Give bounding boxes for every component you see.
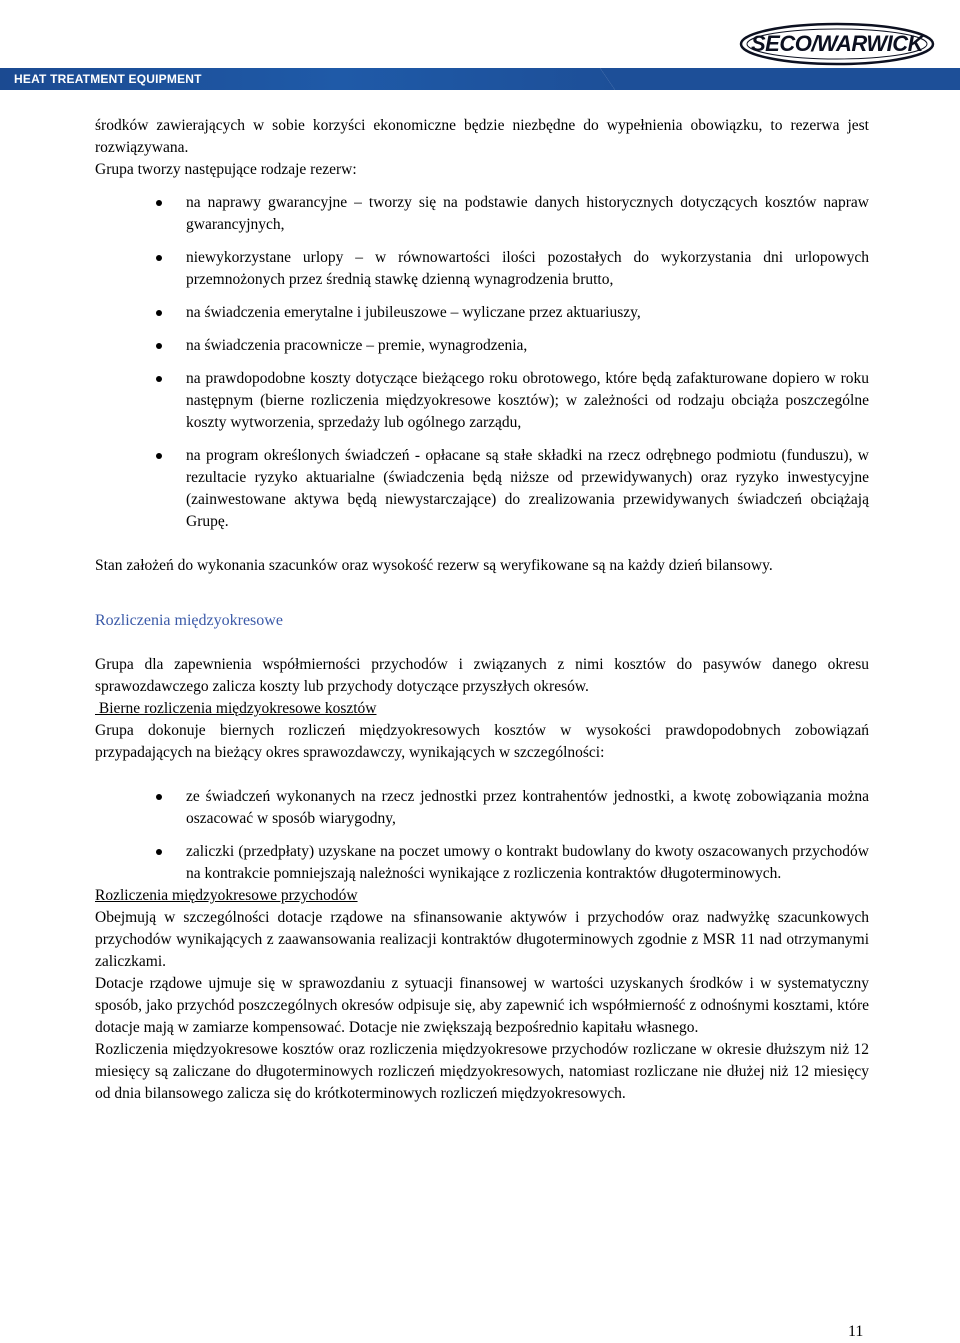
list-item: na program określonych świadczeń - opłacane są stałe składki na rzecz odrębnego podmiotu (funduszu), w rezultacie ryzyko aktuarialne (świadczenia będą niższe od przewidywanych) oraz ryzyko inwestycyjne (zainwestowane aktywa będą niewystarczające) do zrealizowania przewidywanych świadczeń obciążają Grupę. bbox=[95, 445, 869, 533]
bullet-icon bbox=[156, 453, 162, 459]
bullet-icon bbox=[156, 794, 162, 800]
reserves-list bbox=[95, 192, 869, 533]
accrued-costs-list bbox=[95, 786, 869, 885]
bullet-icon bbox=[156, 376, 162, 382]
reserves-lead: Grupa tworzy następujące rodzaje rezerw: bbox=[95, 161, 357, 178]
accrued-costs-heading: Bierne rozliczenia międzyokresowe kosztów bbox=[95, 700, 377, 717]
page-number: 11 bbox=[848, 1323, 864, 1340]
header-label: HEAT TREATMENT EQUIPMENT bbox=[14, 72, 202, 86]
list-item: na prawdopodobne koszty dotyczące bieżącego roku obrotowego, które będą zafakturowane dopiero w roku następnym (bierne rozliczenia międzyokresowe kosztów); w zależności od rodzaju obciąża poszczególne koszty wytworzenia, sprzedaży lub ogólnego zarządu, bbox=[95, 368, 869, 434]
accruals-intro: Grupa dla zapewnienia współmierności przychodów i związanych z nimi kosztów do pasywów danego okresu sprawozdawczego zalicza koszty lub przychody dotyczące przyszłych okresów. bbox=[95, 656, 869, 695]
list-item: ze świadczeń wykonanych na rzecz jednostki przez kontrahentów jednostki, a kwotę zobowiązania można oszacować w sposób wiarygodny, bbox=[95, 786, 869, 830]
list-item: na świadczenia emerytalne i jubileuszowe – wyliczane przez aktuariuszy, bbox=[95, 302, 869, 324]
bullet-icon bbox=[156, 343, 162, 349]
list-item: na świadczenia pracownicze – premie, wynagrodzenia, bbox=[95, 335, 869, 357]
document-body bbox=[95, 115, 869, 1105]
deferred-income-paragraph: Obejmują w szczególności dotacje rządowe na sfinansowanie aktywów i przychodów oraz nadwyżkę szacunkowych przychodów wynikających z zaawansowania realizacji kontraktów długoterminowych zgodnie z MSR 11 nad otrzymanymi zaliczkami. bbox=[95, 909, 869, 970]
deferred-income-heading: Rozliczenia międzyokresowe przychodów bbox=[95, 887, 358, 904]
bullet-icon bbox=[156, 849, 162, 855]
list-item: na naprawy gwarancyjne – tworzy się na podstawie danych historycznych dotyczących kosztów napraw gwarancyjnych, bbox=[95, 192, 869, 236]
grants-paragraph: Dotacje rządowe ujmuje się w sprawozdaniu z sytuacji finansowej w wartości uzyskanych środków i w systematyczny sposób, jako przychód poszczególnych okresów odpisuje się, aby zapewnić ich współmierność z odnośnymi kosztami, które dotacje mają w zamiarze kompensować. Dotacje nie zwiększają bezpośrednio kapitału własnego. bbox=[95, 975, 869, 1036]
intro-paragraph: środków zawierających w sobie korzyści ekonomiczne będzie niezbędne do wypełnienia obowiązku, to rezerwa jest rozwiązywana. bbox=[95, 117, 869, 156]
bullet-icon bbox=[156, 200, 162, 206]
bullet-icon bbox=[156, 310, 162, 316]
section-title: Rozliczenia międzyokresowe bbox=[95, 612, 283, 629]
accrued-costs-text: Grupa dokonuje biernych rozliczeń międzyokresowych kosztów w wysokości prawdopodobnych zobowiązań przypadających na bieżący okres sprawozdawczy, wynikających w szczególności: bbox=[95, 722, 869, 761]
reserves-closing: Stan założeń do wykonania szacunków oraz wysokość rezerw są weryfikowane są na każdy dzień bilansowy. bbox=[95, 557, 773, 574]
logo-text: SECO/WARWICK bbox=[750, 31, 924, 56]
bullet-icon bbox=[156, 255, 162, 261]
classification-paragraph: Rozliczenia międzyokresowe kosztów oraz rozliczenia międzyokresowe przychodów rozliczane w okresie dłuższym niż 12 miesięcy są zaliczane do długoterminowych rozliczeń międzyokresowych, natomiast rozliczane nie dłużej niż 12 miesięcy od dnia bilansowego zalicza się do krótkoterminowych rozliczeń międzyokresowych. bbox=[95, 1041, 869, 1102]
company-logo bbox=[738, 22, 936, 66]
page-header bbox=[0, 0, 960, 92]
list-item: niewykorzystane urlopy – w równowartości ilości pozostałych do wykorzystania dni urlopowych przemnożonych przez średnią stawkę dzienną wynagrodzenia brutto, bbox=[95, 247, 869, 291]
list-item: zaliczki (przedpłaty) uzyskane na poczet umowy o kontrakt budowlany do kwoty oszacowanych przychodów na kontrakcie pomniejszają należności wynikające z rozliczenia kontraktów długoterminowych. bbox=[95, 841, 869, 885]
